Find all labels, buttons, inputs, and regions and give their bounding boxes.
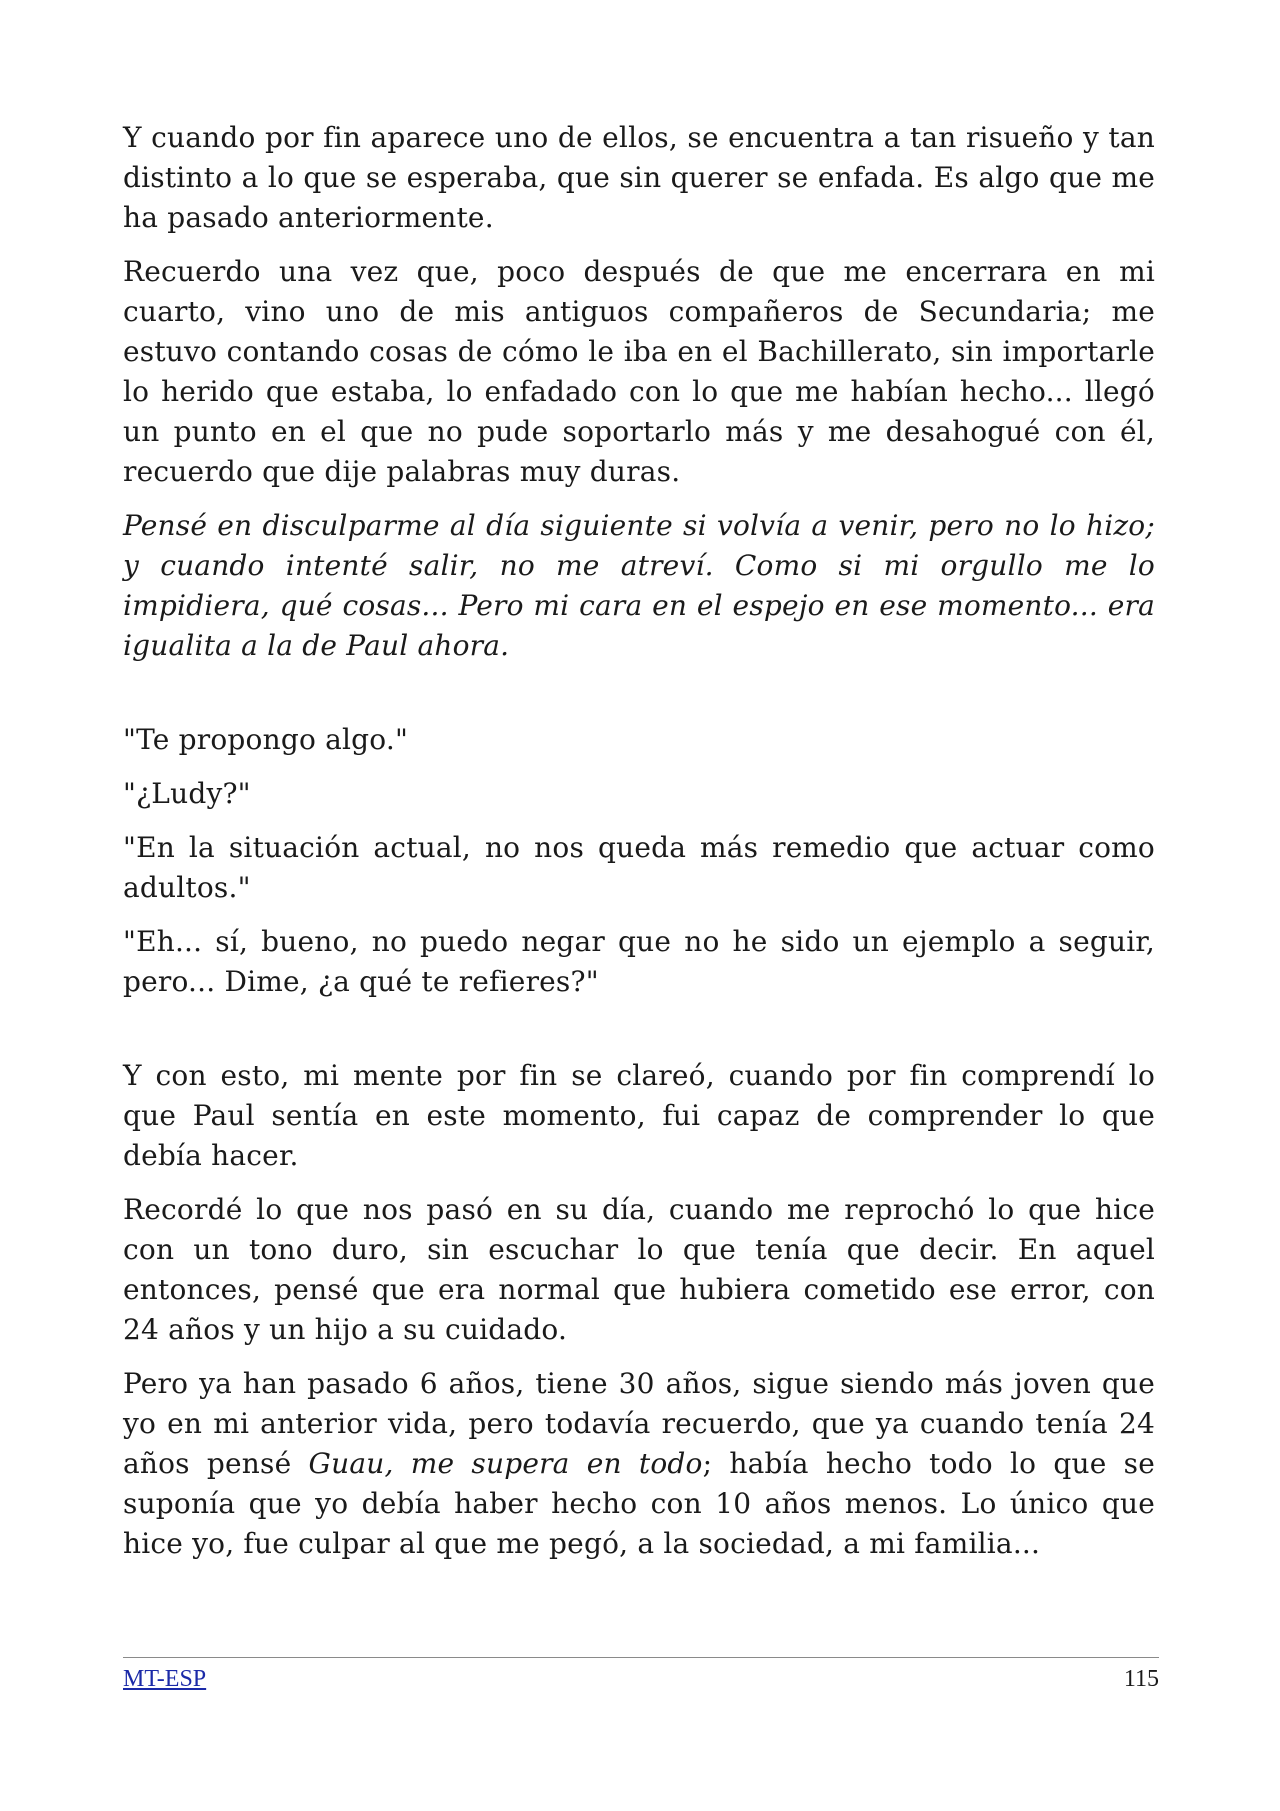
page-number: 115	[1123, 1666, 1159, 1692]
paragraph-4: Recordé lo que nos pasó en su día, cuando me reprochó lo que hice con un tono duro, sin escuchar lo que tenía que decir. En aquel entonces, pensé que era normal que hubiera cometido ese error, con 24 años y un hijo a su cuidado.	[123, 1193, 1155, 1346]
paragraph-1: Y cuando por fin aparece uno de ellos, se encuentra a tan risueño y tan distinto a lo que se esperaba, que sin querer se enfada. Es algo que me ha pasado anteriormente.	[123, 121, 1155, 234]
body-text	[123, 118, 1155, 1578]
section-gap	[123, 680, 1155, 720]
section-gap	[123, 1016, 1155, 1056]
paragraph-5	[123, 1364, 1155, 1564]
italic-paragraph: Pensé en disculparme al día siguiente si volvía a venir, pero no lo hizo; y cuando intenté salir, no me atreví. Como si mi orgullo me lo impidiera, qué cosas... Pero mi cara en el espejo en ese momento... era igualita a la de Paul ahora.	[123, 509, 1155, 662]
dialogue-line-1: "Te propongo algo."	[123, 723, 409, 756]
footer-link[interactable]: MT-ESP	[123, 1666, 207, 1692]
dialogue-line-2: "¿Ludy?"	[123, 777, 251, 810]
paragraph-5-italic: Guau, me supera en todo	[308, 1447, 703, 1480]
dialogue-line-4: "Eh... sí, bueno, no puedo negar que no he sido un ejemplo a seguir, pero... Dime, ¿a qué te refieres?"	[123, 925, 1155, 998]
paragraph-5-end: ; había hecho todo lo que se suponía que yo debía haber hecho con 10 años menos. Lo único que hice yo, fue culpar al que me pegó, a la sociedad, a mi familia...	[123, 1447, 1155, 1560]
paragraph-3: Y con esto, mi mente por fin se clareó, cuando por fin comprendí lo que Paul sentía en este momento, fui capaz de comprender lo que debía hacer.	[123, 1059, 1155, 1172]
paragraph-5-start: Pero ya han pasado 6 años, tiene 30 años, sigue siendo más joven que yo en mi anterior vida, pero todavía recuerdo, que ya cuando tenía 24 años pensé	[123, 1367, 1155, 1480]
page-footer	[123, 1657, 1159, 1694]
dialogue-line-3: "En la situación actual, no nos queda más remedio que actuar como adultos."	[123, 831, 1155, 904]
paragraph-2: Recuerdo una vez que, poco después de que me encerrara en mi cuarto, vino uno de mis antiguos compañeros de Secundaria; me estuvo contando cosas de cómo le iba en el Bachillerato, sin importarle lo herido que estaba, lo enfadado con lo que me habían hecho... llegó un punto en el que no pude soportarlo más y me desahogué con él, recuerdo que dije palabras muy duras.	[123, 255, 1155, 488]
